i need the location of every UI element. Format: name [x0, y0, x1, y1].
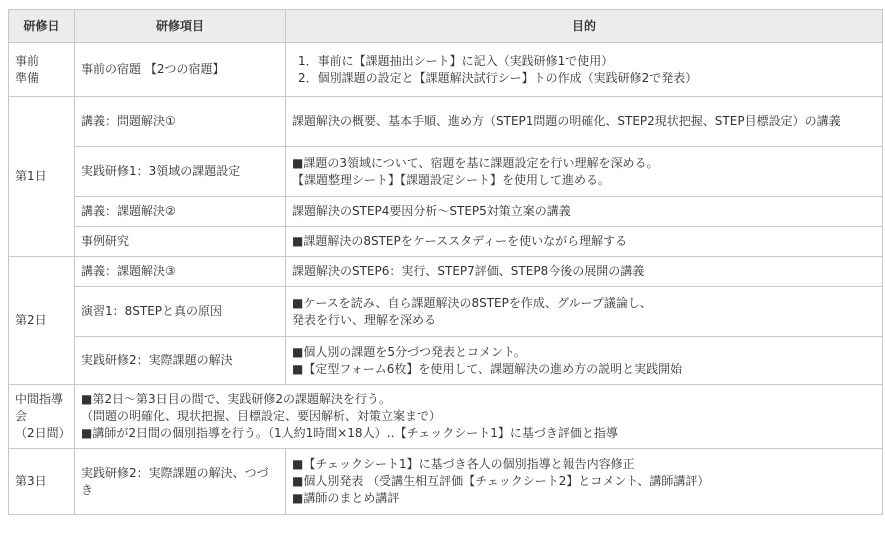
day-cell-day1: 第1日 [9, 97, 75, 257]
purpose-line: 【課題整理シート】【課題設定シート】を使用して進める。 [292, 172, 611, 187]
purpose-line: 課題解決の概要、基本手順、進め方（STEP1問題の明確化、STEP2現状把握、STEP目標設定）の講義 [292, 114, 841, 128]
content-line: ■第2日～第3日目の間で、実践研修2の課題解決を行う。 [81, 392, 392, 406]
purpose-cell-prep [286, 43, 883, 97]
purpose-cell-day2-b [286, 287, 883, 337]
content-line: （問題の明確化、現状把握、目標設定、要因解析、対策立案まで） [81, 409, 442, 423]
purpose-cell-day1-b [286, 147, 883, 197]
table-header-row [9, 10, 883, 43]
purpose-line: ■課題解決の8STEPをケーススタディーを使いながら理解する [292, 234, 628, 248]
purpose-cell-day1-c [286, 197, 883, 227]
day-label-line: 準備 [15, 70, 40, 85]
day-cell-day2: 第2日 [9, 257, 75, 385]
day-label-line: 事前 [15, 53, 40, 68]
purpose-cell-day2-c [286, 337, 883, 385]
day-cell-prep [9, 43, 75, 97]
item-cell-day2-b: 演習1：8STEPと真の原因 [75, 287, 286, 337]
purpose-line: 1．事前に【課題抽出シート】に記入（実践研修1で使用） [298, 53, 614, 68]
day-label-line: （2日間） [15, 426, 71, 440]
header-day: 研修日 [9, 10, 75, 43]
item-cell-day2-c: 実践研修2：実際課題の解決 [75, 337, 286, 385]
item-cell-day1-c: 講義：課題解決② [75, 197, 286, 227]
content-cell-mid [75, 385, 883, 449]
training-schedule-table [8, 9, 883, 515]
table-row-day2-b [9, 287, 883, 337]
day-label-line: 中間指導 [15, 392, 64, 406]
day-cell-mid [9, 385, 75, 449]
table-row-mid [9, 385, 883, 449]
table-row-day1-b [9, 147, 883, 197]
purpose-cell-day3 [286, 449, 883, 515]
header-item: 研修項目 [75, 10, 286, 43]
purpose-line: 2．個別課題の設定と【課題解決試行シー】トの作成（実践研修2で発表） [298, 70, 698, 85]
item-cell-day3: 実践研修2：実際課題の解決、つづき [75, 449, 286, 515]
table-row-day3 [9, 449, 883, 515]
table-row-day1-a [9, 97, 883, 147]
content-line: ■講師が2日間の個別指導を行う。（1人約1時間×18人）‥【チェックシート1】に基づき評価と指導 [81, 426, 618, 440]
table-row-day2-a [9, 257, 883, 287]
item-cell-day1-b: 実践研修1：3領域の課題設定 [75, 147, 286, 197]
header-purpose: 目的 [286, 10, 883, 43]
day-label-line: 会 [15, 409, 28, 423]
day-cell-day3: 第3日 [9, 449, 75, 515]
purpose-line: 課題解決のSTEP4要因分析～STEP5対策立案の講義 [292, 204, 571, 218]
table-row-day1-c [9, 197, 883, 227]
purpose-line: ■個人別の課題を5分づつ発表とコメント。 [292, 344, 526, 359]
purpose-line: ■課題の3領域について、宿題を基に課題設定を行い理解を深める。 [292, 155, 659, 170]
purpose-cell-day2-a [286, 257, 883, 287]
purpose-line: 発表を行い、理解を深める [292, 312, 437, 327]
item-cell-prep: 事前の宿題 【2つの宿題】 [75, 43, 286, 97]
item-cell-day1-d: 事例研究 [75, 227, 286, 257]
schedule-container [8, 9, 883, 515]
purpose-line: ■講師のまとめ講評 [292, 491, 400, 505]
item-cell-day2-a: 講義：課題解決③ [75, 257, 286, 287]
purpose-line: ■個人別発表 （受講生相互評価【チェックシート2】とコメント、講師講評） [292, 474, 710, 488]
purpose-cell-day1-a [286, 97, 883, 147]
purpose-line: ■ケースを読み、自ら課題解決の8STEPを作成、グループ議論し、 [292, 295, 652, 310]
purpose-line: ■【チェックシート1】に基づき各人の個別指導と報告内容修正 [292, 457, 635, 471]
table-row-day2-c [9, 337, 883, 385]
table-row-day1-d [9, 227, 883, 257]
purpose-line: ■【定型フォーム6枚】を使用して、課題解決の進め方の説明と実践開始 [292, 361, 683, 376]
item-cell-day1-a: 講義：問題解決① [75, 97, 286, 147]
purpose-cell-day1-d [286, 227, 883, 257]
table-row-prep [9, 43, 883, 97]
purpose-line: 課題解決のSTEP6：実行、STEP7評価、STEP8今後の展開の講義 [292, 264, 645, 278]
